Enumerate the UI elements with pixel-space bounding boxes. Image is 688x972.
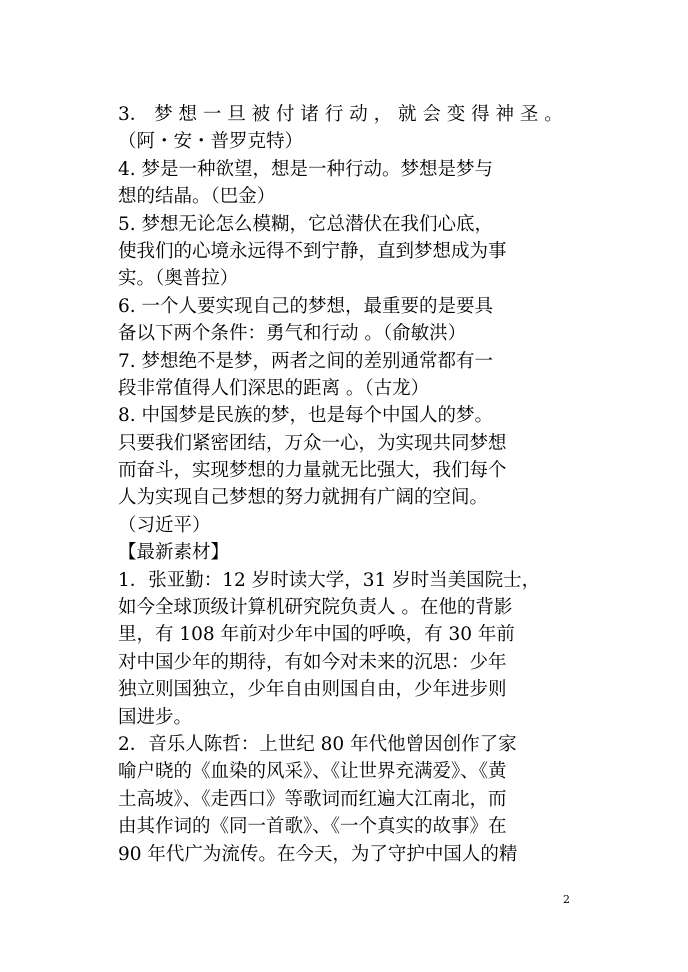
page-number: 2	[563, 893, 570, 906]
text-line: 5. 梦想无论怎么模糊，它总潜伏在我们心底，	[118, 213, 494, 235]
text-line: 1．张亚勤：12 岁时读大学，31 岁时当美国院士，	[118, 569, 541, 591]
text-line: 人为实现自己梦想的努力就拥有广阔的空间。	[118, 487, 489, 509]
text-line: 如今全球顶级计算机研究院负责人 。在他的背影	[118, 597, 513, 619]
text-line: 3． 梦 想 一 旦 被 付 诸 行 动 ， 就 会 变 得 神 圣 。	[118, 104, 563, 125]
text-line: 想的结晶。（巴金）	[118, 186, 276, 208]
text-line: 土高坡》、《走西口》等歌词而红遍大江南北，而	[118, 788, 507, 810]
text-line: 喻户晓的《血染的风采》、《让世界充满爱》、《黄	[118, 761, 507, 783]
text-line: 而奋斗，实现梦想的力量就无比强大，我们每个	[118, 460, 507, 482]
text-line: 国进步。	[118, 706, 193, 728]
text-line: （习近平）	[118, 514, 211, 536]
text-line: 备以下两个条件：勇气和行动 。（俞敏洪）	[118, 323, 467, 345]
section-heading: 【最新素材】	[118, 542, 230, 564]
text-line: 独立则国独立，少年自由则国自由，少年进步则	[118, 679, 507, 701]
text-line: 由其作词的《同一首歌》、《一个真实的故事》在	[118, 816, 507, 838]
text-line: 实。（奥普拉）	[118, 268, 239, 290]
text-line: 对中国少年的期待，有如今对未来的沉思：少年	[118, 651, 507, 673]
text-line: 4. 梦是一种欲望，想是一种行动。梦想是梦与	[118, 158, 494, 180]
text-line: 里，有 108 年前对少年中国的呼唤，有 30 年前	[118, 624, 515, 646]
text-line: 7. 梦想绝不是梦，两者之间的差别通常都有一	[118, 350, 494, 372]
body-text	[118, 101, 576, 868]
text-line: 6. 一个人要实现自己的梦想，最重要的是要具	[118, 295, 494, 317]
text-line: 90 年代广为流传。在今天，为了守护中国人的精	[118, 843, 518, 865]
text-line: 2．音乐人陈哲：上世纪 80 年代他曾因创作了家	[118, 733, 517, 755]
text-line: （阿・安・普罗克特）	[118, 131, 304, 153]
text-line: 8. 中国梦是民族的梦，也是每个中国人的梦。	[118, 405, 494, 427]
text-line: 使我们的心境永远得不到宁静，直到梦想成为事	[118, 240, 507, 262]
text-line: 段非常值得人们深思的距离 。（古龙）	[118, 377, 430, 399]
text-line: 只要我们紧密团结，万众一心，为实现共同梦想	[118, 432, 507, 454]
